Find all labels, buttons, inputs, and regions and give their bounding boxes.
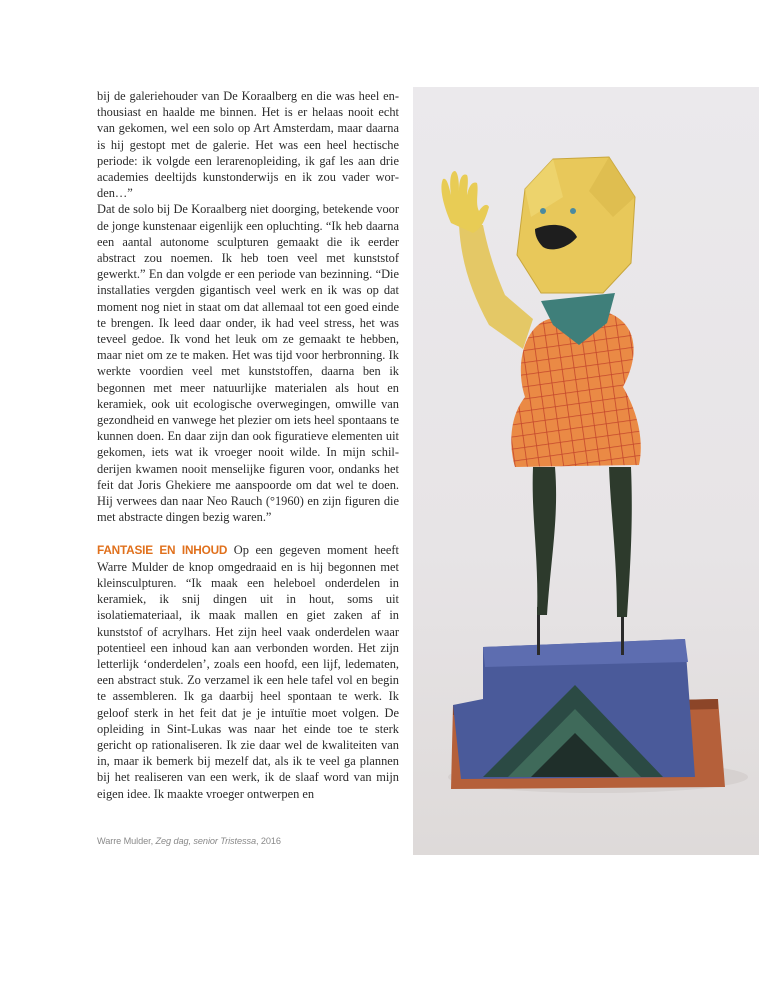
left-leg: [533, 467, 556, 615]
section-paragraph: [97, 542, 399, 801]
section-text: Op een gegeven moment heeft Warre Mulder de knop omgedraaid en is hij begonnen met kleinsculpturen. “Ik maak een heleboel onderdelen in keramiek, ik snij dingen uit in hout, soms uit isolatiemateriaal, ik maak mallen en giet zaken af in kunststof of acrylhars. Het zijn heel vaak onderdelen waar potentieel een inhoud kan aan verbonden worden. Het zijn letterlijk ‘onderdelen’, zoals een hoofd, een lijf, ledematen, een abstract stuk. Zo verzamel ik een hele tafel vol en begin te assembleren. Ik ga daarbij heel spontaan te werk. Ik geloof sterk in het feit dat je je intuïtie moet volgen. De opleiding in Sint-Lukas was naar het einde toe te sterk gericht op rationaliseren. Ik zie daar wel de kwaliteiten van in, maar ik bemerk bij mezelf dat, als ik te veel ga plannen bij het realiseren van een werk, ik de slaaf word van mijn eigen idee. Ik maakte vroeger ontwerpen en: [97, 543, 399, 801]
sculpture-illustration: [413, 87, 759, 855]
right-leg: [609, 467, 632, 617]
paragraph: Dat de solo bij De Koraalberg niet doorging, betekende voor de jonge kunstenaar eigenlijk een opluchting. “Ik heb daarna een aantal autonome sculpturen gemaakt die ik eerder abstract zou noemen. Ik heb toen veel met kunststof gewerkt.” En dan volgde er een periode van bezinning. “Die installaties vergden gigantisch veel werk en ik was op dat moment nog niet in staat om dat allemaal tot een goed einde te brengen. Ik leed daar onder, ik had veel stress, het was teveel gedoe. Ik vond het leuk om ze gemaakt te hebben, maar niet om ze te maken. Het was tijd voor herbronning. Ik werkte voordien veel met kunststoffen, daarna ben ik begonnen met meer natuurlijke materialen als hout en keramiek, ook uit ecologische overwegingen, omwille van gezondheid en vanwege het plezier om iets heel spontaans te kunnen doen. En daar zijn dan ook figuratieve elementen uit gekomen, iets wat ik vroeger nooit wilde. In mijn schilderijen kwamen nooit menselijke figuren voor, ondanks het feit dat Joris Ghekiere me aanspoorde om dat wel te doen. Hij verwees dan naar Neo Rauch (°1960) en zijn figuren die met abstracte dingen bezig waren.”: [97, 202, 399, 525]
hand: [441, 171, 489, 233]
section-heading: FANTASIE EN INHOUD: [97, 543, 228, 558]
sculpture-photo: [413, 87, 759, 855]
caption-year: , 2016: [256, 836, 281, 846]
paragraph: bij de galeriehouder van De Koraalberg en die was heel enthousiast en haalde me binnen. Het is er helaas nooit echt van gekomen, wel een solo op Art Amsterdam, maar daarna is hij gestopt met de galerie. Het was een heel hectische periode: ik volgde een lerarenopleiding, ik gaf les aan drie academies deeltijds kunstonderwijs en ik zou vader worden…”: [97, 89, 399, 201]
photo-caption: [97, 836, 281, 846]
caption-artist: Warre Mulder,: [97, 836, 156, 846]
caption-title: Zeg dag, senior Tristessa: [155, 836, 256, 846]
article-text-column: [97, 88, 399, 802]
